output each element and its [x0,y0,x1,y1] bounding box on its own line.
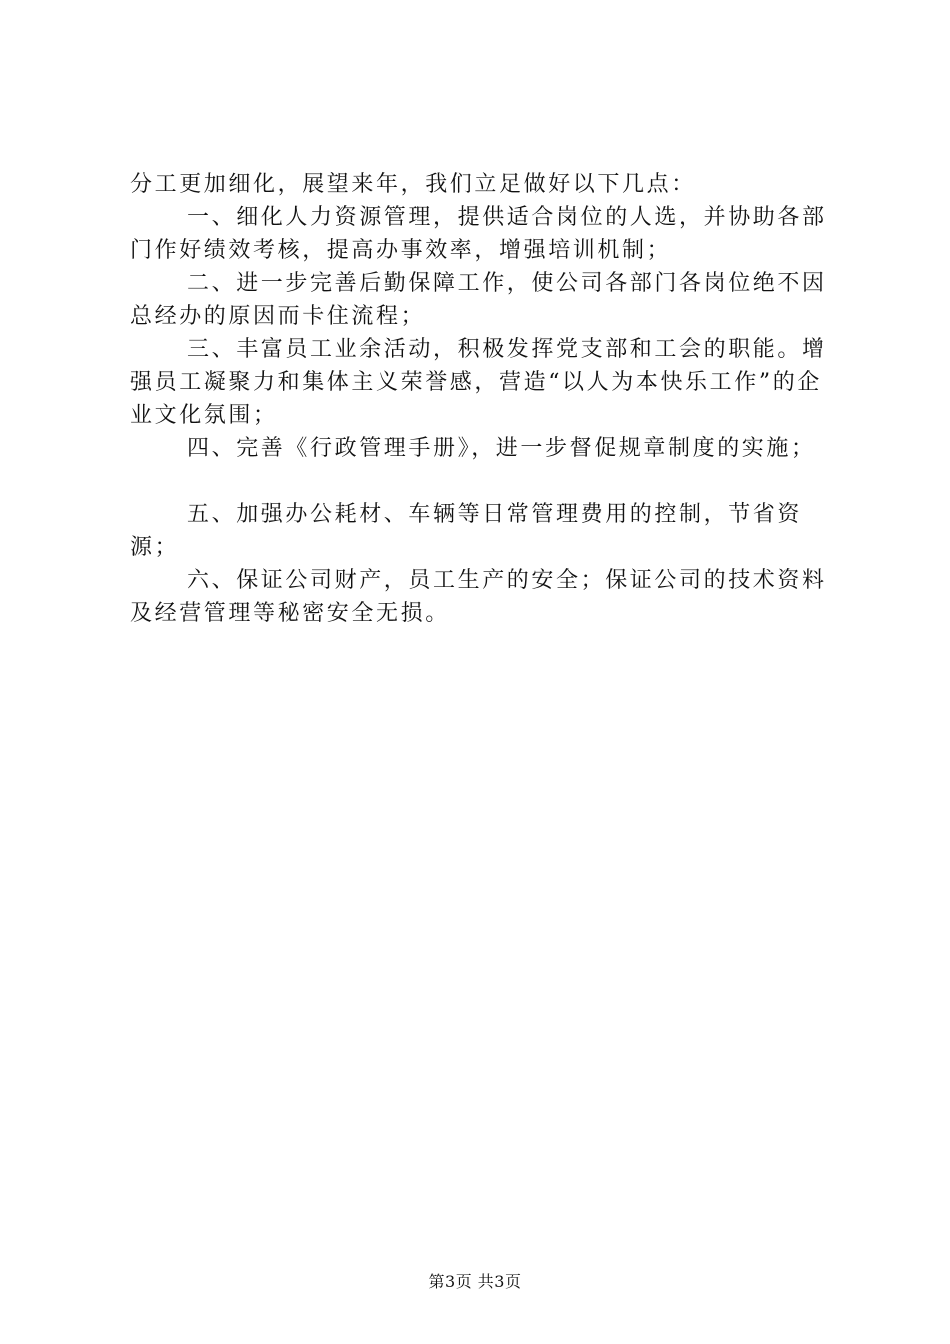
paragraph-item-2: 二、进一步完善后勤保障工作，使公司各部门各岗位绝不因总经办的原因而卡住流程； [130,271,827,329]
paragraph-item-4: 四、完善《行政管理手册》，进一步督促规章制度的实施； [187,436,816,461]
paragraph-item-5: 五、加强办公耗材、车辆等日常管理费用的控制，节省资源； [130,502,803,560]
paragraph-spacer [130,465,842,498]
paragraph-item-3: 三、丰富员工业余活动，积极发挥党支部和工会的职能。增强员工凝聚力和集体主义荣誉感，营造“以人为本快乐工作”的企业文化氛围； [130,337,827,428]
paragraph-item-6: 六、保证公司财产，员工生产的安全；保证公司的技术资料及经营管理等秘密安全无损。 [130,568,827,626]
document-body [130,168,842,630]
paragraph-intro: 分工更加细化，展望来年，我们立足做好以下几点： [130,172,696,197]
paragraph-item-1: 一、细化人力资源管理，提供适合岗位的人选，并协助各部门作好绩效考核，提高办事效率，增强培训机制； [130,205,827,263]
page-footer: 第3页 共3页 [428,1272,522,1291]
